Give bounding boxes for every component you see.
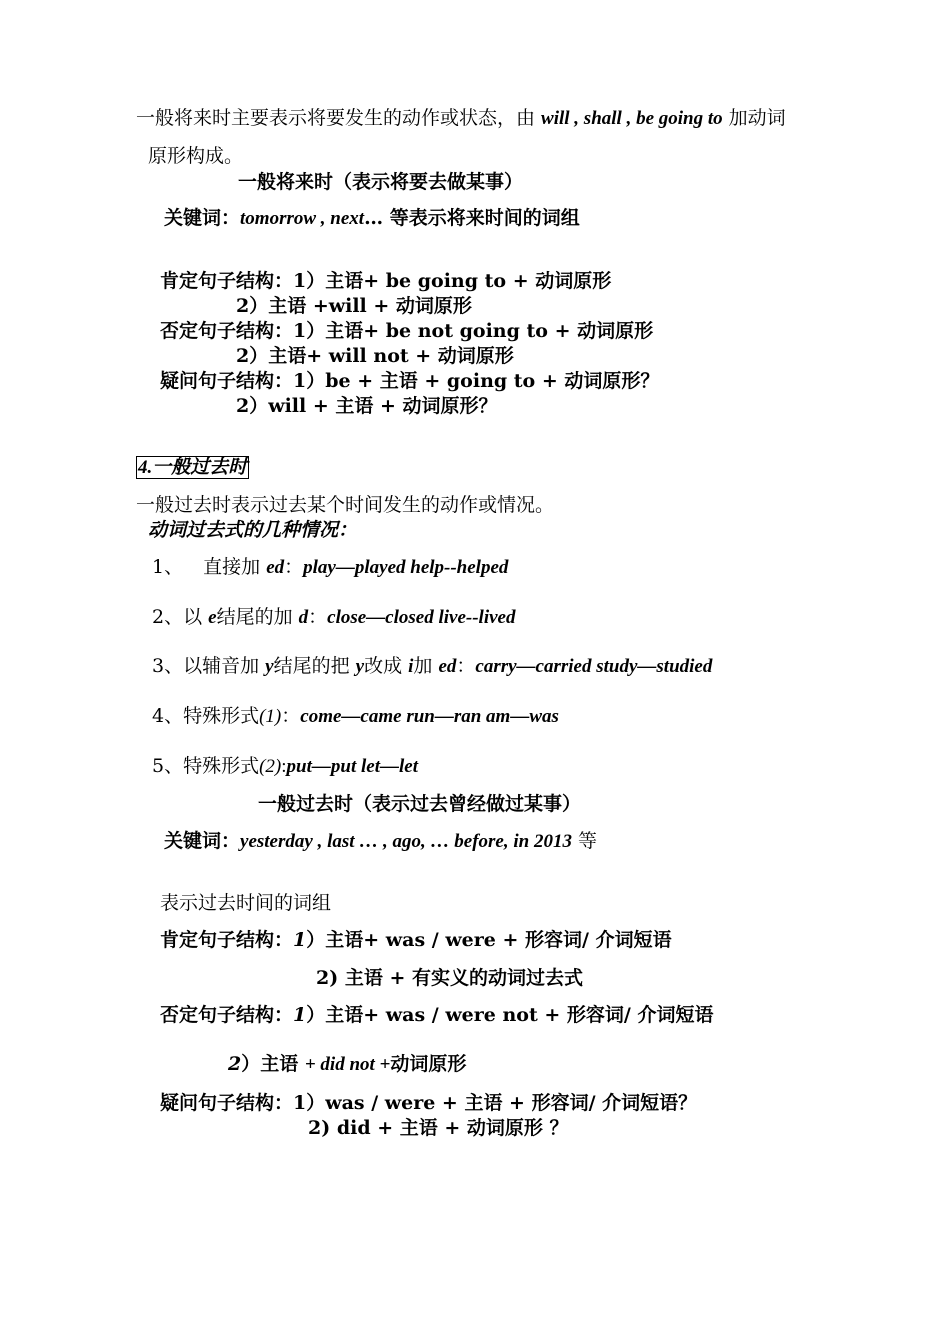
- past-question-2: 2) did + 主语 + 动词原形 ？: [308, 1117, 569, 1139]
- past-negative-2: 2）主语 + did not +动词原形: [228, 1053, 467, 1075]
- past-affirmative-1: 肯定句子结构：1）主语+ was / were + 形容词/ 介词短语: [160, 929, 672, 951]
- past-question-1: 疑问句子结构：1）was / were + 主语 + 形容词/ 介词短语？: [160, 1092, 698, 1114]
- past-section-title: [136, 455, 249, 480]
- future-heading: 一般将来时（表示将要去做某事）: [238, 171, 524, 193]
- past-keyword-label: 关键词：: [164, 830, 241, 852]
- future-negative-1: 否定句子结构：1）主语+ be not going to + 动词原形: [160, 320, 654, 342]
- future-affirmative-1: 肯定句子结构：1）主语+ be going to + 动词原形: [160, 270, 612, 292]
- future-intro-words: will , shall , be going to: [541, 108, 723, 129]
- future-intro-text-end: 加动词: [722, 107, 786, 129]
- past-subheading: 动词过去式的几种情况：: [148, 519, 358, 541]
- future-question-2: 2）will + 主语 + 动词原形？: [236, 395, 498, 417]
- future-intro-line2: 原形构成。: [148, 145, 244, 167]
- past-keyword-end: 等: [571, 830, 597, 852]
- future-intro-text: 一般将来时主要表示将要发生的动作或状态，由: [136, 107, 542, 129]
- past-intro: 一般过去时表示过去某个时间发生的动作或情况。: [136, 494, 555, 516]
- future-keywords: [164, 206, 580, 231]
- past-keywords: [164, 829, 597, 854]
- past-keyword-words: yesterday , last … , ago, … before, in 2013: [240, 831, 572, 852]
- future-intro-line1: [136, 106, 786, 131]
- past-rule-5: 5、特殊形式(2):put—put let—let: [152, 755, 418, 777]
- past-keywords-cont: 表示过去时间的词组: [160, 892, 332, 914]
- future-keyword-words: tomorrow , next: [240, 208, 365, 229]
- future-affirmative-2: 2）主语 +will + 动词原形: [236, 295, 472, 317]
- past-section-title-text: 4.一般过去时: [138, 457, 248, 478]
- past-rule-1: 1、 直接加 ed：play—played help--helped: [152, 556, 509, 578]
- past-rule-2: 2、以 e结尾的加 d：close—closed live--lived: [152, 606, 516, 628]
- past-rule-4: 4、特殊形式(1)：come—came run—ran am—was: [152, 705, 559, 727]
- future-keyword-rest: … 等表示将来时间的词组: [364, 207, 580, 229]
- past-negative-1: 否定句子结构：1）主语+ was / were not + 形容词/ 介词短语: [160, 1004, 714, 1026]
- past-heading: 一般过去时（表示过去曾经做过某事）: [258, 793, 582, 815]
- future-question-1: 疑问句子结构：1）be + 主语 + going to + 动词原形？: [160, 370, 660, 392]
- future-negative-2: 2）主语+ will not + 动词原形: [236, 345, 514, 367]
- past-rule-3: 3、以辅音加 y结尾的把 y改成 i加 ed：carry—carried study—studied: [152, 655, 713, 677]
- future-keyword-label: 关键词：: [164, 207, 241, 229]
- past-affirmative-2: 2) 主语 + 有实义的动词过去式: [316, 967, 583, 989]
